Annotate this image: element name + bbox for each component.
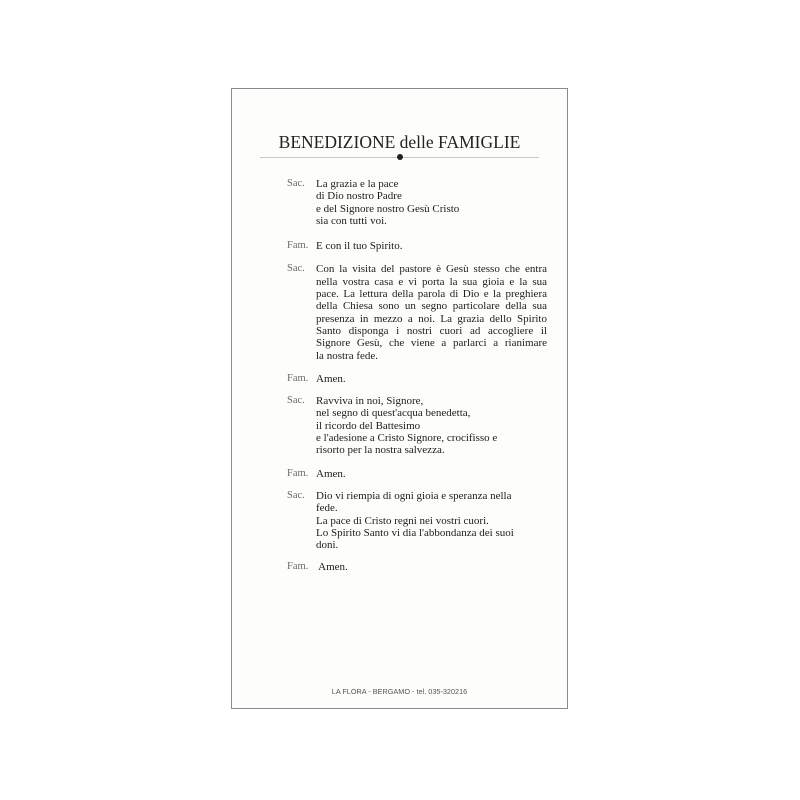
text-line: e l'adesione a Cristo Signore, crocifisso e	[316, 432, 498, 445]
text-line: fede.	[316, 502, 338, 515]
dialogue-text	[316, 373, 547, 385]
divider-dot-ornament	[397, 154, 403, 160]
text-line: sia con tutti voi.	[316, 214, 387, 227]
dialogue-text	[316, 561, 547, 573]
text-line: La grazia e la pace	[316, 178, 399, 190]
text-line: Signore Gesù, che viene a parlarci a rianimare	[316, 337, 547, 350]
dialogue-entry	[287, 561, 547, 573]
speaker-label: Sac.	[287, 489, 305, 501]
speaker-label: Fam.	[287, 561, 309, 573]
text-line: nel segno di quest'acqua benedetta,	[316, 407, 471, 420]
text-line: Dio vi riempia di ogni gioia e speranza nella	[316, 489, 512, 502]
text-line: di Dio nostro Padre	[316, 190, 402, 203]
speaker-label: Sac.	[287, 395, 305, 407]
text-line: pace. La lettura della parola di Dio e la preghiera	[316, 288, 547, 301]
dialogue-entry	[287, 490, 547, 551]
publisher-footer: LA FLORA - BERGAMO - tel. 035-320216	[331, 687, 468, 696]
dialogue-text	[316, 263, 547, 361]
text-line: e del Signore nostro Gesù Cristo	[316, 202, 460, 215]
text-line: la nostra fede.	[316, 349, 378, 362]
dialogue-entry	[287, 373, 547, 385]
text-line: nella vostra casa e vi porta la sua gioia e la sua	[316, 275, 547, 288]
text-line: Lo Spirito Santo vi dia l'abbondanza dei suoi	[316, 526, 514, 539]
speaker-label: Fam.	[287, 372, 309, 384]
dialogue-entry	[287, 178, 547, 227]
text-line: doni.	[316, 539, 339, 552]
text-line: Santo disponga i nostri cuori ad accogliere il	[316, 324, 547, 337]
speaker-label: Sac.	[287, 178, 305, 189]
speaker-label: Fam.	[287, 467, 309, 479]
dialogue-text	[316, 395, 547, 456]
dialogue-text	[316, 240, 547, 252]
card-title: BENEDIZIONE delle FAMIGLIE	[278, 132, 521, 152]
prayer-card	[231, 88, 568, 709]
text-line: presenza in mezzo a noi. La grazia dello Spirito	[316, 312, 547, 325]
text-line: della Chiesa sono un segno particolare della sua	[316, 300, 547, 313]
dialogue-text	[316, 178, 547, 227]
dialogue-text	[316, 468, 547, 480]
text-line: Amen.	[316, 467, 346, 480]
text-line: risorto per la nostra salvezza.	[316, 444, 445, 457]
dialogue-entry	[287, 395, 547, 456]
dialogue-entry	[287, 240, 547, 252]
text-line: Amen.	[316, 561, 348, 574]
dialogue-section	[287, 178, 547, 574]
text-line: Ravviva in noi, Signore,	[316, 395, 424, 408]
speaker-label: Fam.	[287, 240, 309, 252]
dialogue-entry	[287, 263, 547, 361]
text-line: Amen.	[316, 372, 346, 385]
text-line: E con il tuo Spirito.	[316, 240, 403, 253]
text-line: Con la visita del pastore è Gesù stesso che entra	[316, 263, 547, 276]
dialogue-text	[316, 490, 547, 551]
dialogue-entry	[287, 468, 547, 480]
speaker-label: Sac.	[287, 263, 305, 275]
text-line: il ricordo del Battesimo	[316, 419, 421, 432]
text-line: La pace di Cristo regni nei vostri cuori.	[316, 514, 489, 527]
